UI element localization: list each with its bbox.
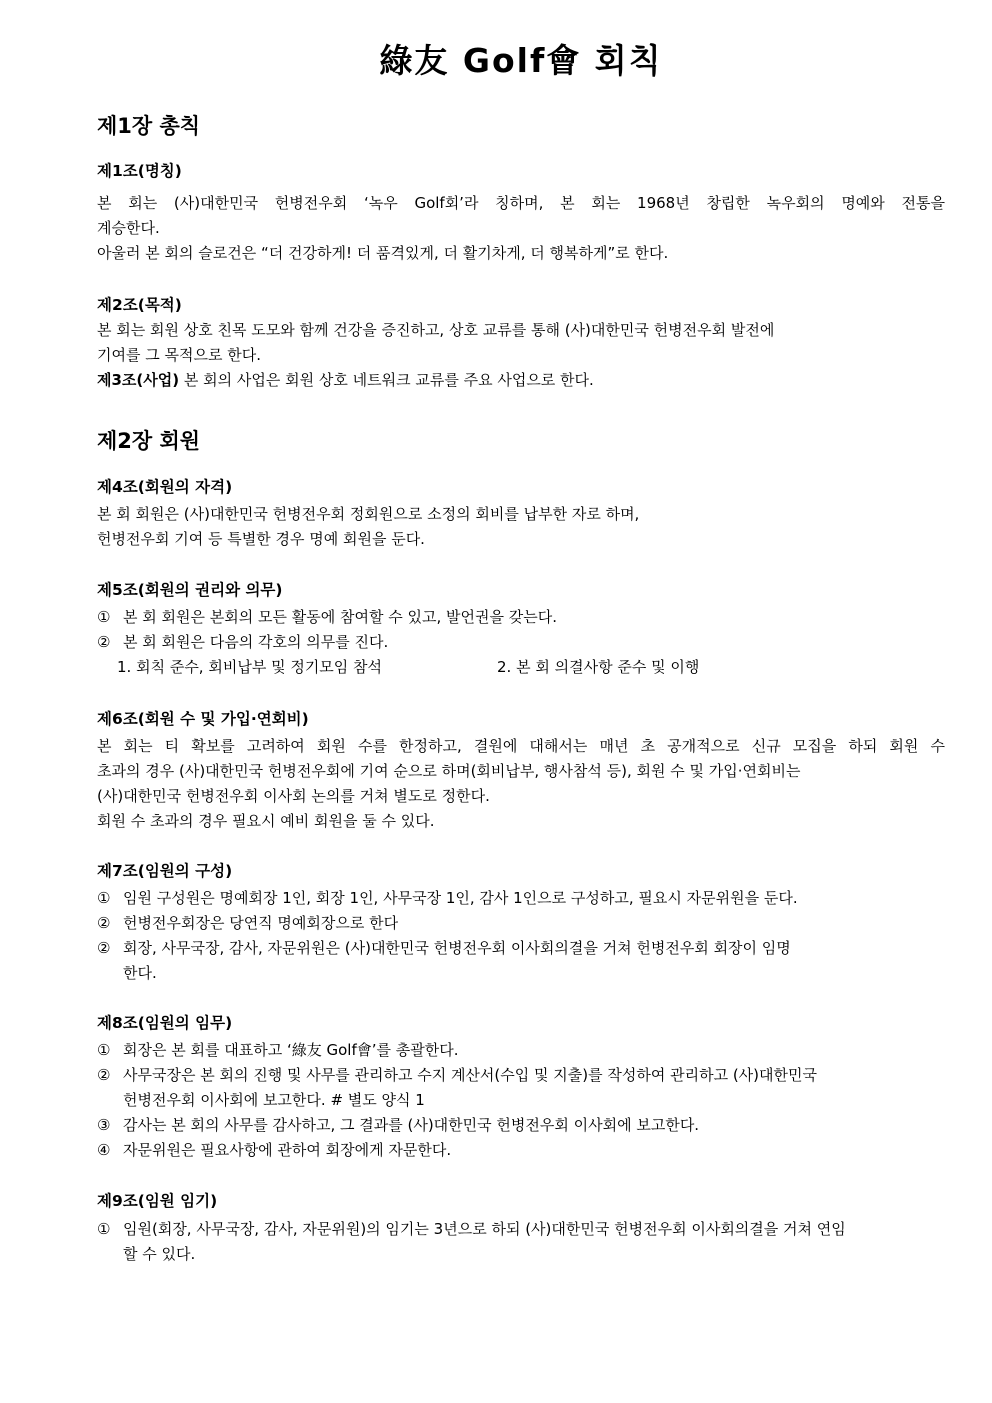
- article-1-line-1: 본 회는 (사)대한민국 헌병전우회 ‘녹우 Golf회’라 칭하며, 본 회는 1968년 창립한 녹우회의 명예와 전통을: [97, 194, 945, 212]
- subitem-2: 2. 본 회 의결사항 준수 및 이행: [497, 658, 700, 676]
- item-text: 회장은 본 회를 대표하고 ‘綠友 Golf會’를 총괄한다.: [123, 1041, 459, 1059]
- article-8-heading: 제8조(임원의 임무): [97, 1014, 233, 1032]
- article-2-line-2: 기여를 그 목적으로 한다.: [97, 346, 261, 364]
- article-6-heading: 제6조(회원 수 및 가입·연회비): [97, 710, 309, 728]
- article-5-item-2: [97, 631, 945, 653]
- article-5-heading: 제5조(회원의 권리와 의무): [97, 581, 283, 599]
- item-text-continued: 한다.: [123, 964, 157, 982]
- item-text: 감사는 본 회의 사무를 감사하고, 그 결과를 (사)대한민국 헌병전우회 이사회에 보고한다.: [123, 1116, 700, 1134]
- article-3-heading: 제3조(사업): [97, 371, 180, 389]
- article-7-item-3: [97, 937, 945, 959]
- item-number: ①: [97, 1041, 111, 1059]
- article-1-line-2: 계승한다.: [97, 219, 160, 237]
- item-number: ①: [97, 1220, 111, 1238]
- article-2-line-1: 본 회는 회원 상호 친목 도모와 함께 건강을 증진하고, 상호 교류를 통해 (사)대한민국 헌병전우회 발전에: [97, 321, 775, 339]
- article-3-text: 본 회의 사업은 회원 상호 네트워크 교류를 주요 사업으로 한다.: [179, 371, 594, 389]
- item-number: ④: [97, 1141, 111, 1159]
- item-number: ③: [97, 1116, 111, 1134]
- article-9-item-1: [97, 1218, 945, 1240]
- item-number: ①: [97, 608, 111, 626]
- article-4-heading: 제4조(회원의 자격): [97, 478, 233, 496]
- item-text: 본 회 회원은 다음의 각호의 의무를 진다.: [123, 633, 389, 651]
- article-8-item-2: [97, 1064, 945, 1086]
- article-2-heading: 제2조(목적): [97, 296, 182, 314]
- article-3: [97, 369, 945, 391]
- article-4-line-1: 본 회 회원은 (사)대한민국 헌병전우회 정회원으로 소정의 회비를 납부한 자로 하며,: [97, 505, 640, 523]
- subitem-1: 1. 회칙 준수, 회비납부 및 정기모임 참석: [117, 658, 383, 676]
- article-1-line-3: 아울러 본 회의 슬로건은 “더 건강하게! 더 품격있게, 더 활기차게, 더 행복하게”로 한다.: [97, 244, 669, 262]
- article-8-item-1: [97, 1039, 945, 1061]
- article-1-heading: 제1조(명칭): [97, 162, 182, 180]
- item-number: ②: [97, 939, 111, 957]
- item-text-continued: 헌병전우회 이사회에 보고한다. # 별도 양식 1: [123, 1091, 425, 1109]
- article-8-item-3: [97, 1114, 945, 1136]
- item-text: 본 회 회원은 본회의 모든 활동에 참여할 수 있고, 발언권을 갖는다.: [123, 608, 557, 626]
- item-text: 임원(회장, 사무국장, 감사, 자문위원)의 임기는 3년으로 하되 (사)대한민국 헌병전우회 이사회의결을 거쳐 연임: [123, 1220, 846, 1238]
- article-5-item-1: [97, 606, 945, 628]
- item-text-continued: 할 수 있다.: [123, 1245, 196, 1263]
- article-9-heading: 제9조(임원 임기): [97, 1192, 218, 1210]
- document-title: 綠友 Golf會 회칙: [379, 41, 663, 80]
- article-4-line-2: 헌병전우회 기여 등 특별한 경우 명예 회원을 둔다.: [97, 530, 425, 548]
- article-6-line-4: 회원 수 초과의 경우 필요시 예비 회원을 둘 수 있다.: [97, 812, 435, 830]
- item-number: ②: [97, 633, 111, 651]
- item-text: 자문위원은 필요사항에 관하여 회장에게 자문한다.: [123, 1141, 452, 1159]
- item-number: ②: [97, 914, 111, 932]
- article-6-line-1: 본 회는 티 확보를 고려하여 회원 수를 한정하고, 결원에 대해서는 매년 초 공개적으로 신규 모집을 하되 회원 수: [97, 737, 945, 755]
- article-6-line-2: 초과의 경우 (사)대한민국 헌병전우회에 기여 순으로 하며(회비납부, 행사참석 등), 회원 수 및 가입·연회비는: [97, 762, 801, 780]
- chapter-1-heading: 제1장 총칙: [97, 114, 201, 138]
- article-8-item-4: [97, 1139, 945, 1161]
- item-number: ①: [97, 889, 111, 907]
- article-7-item-2: [97, 912, 945, 934]
- article-7-heading: 제7조(임원의 구성): [97, 862, 233, 880]
- item-number: ②: [97, 1066, 111, 1084]
- article-7-item-1: [97, 887, 945, 909]
- item-text: 회장, 사무국장, 감사, 자문위원은 (사)대한민국 헌병전우회 이사회의결을 거쳐 헌병전우회 회장이 임명: [123, 939, 791, 957]
- article-6-line-3: (사)대한민국 헌병전우회 이사회 논의를 거쳐 별도로 정한다.: [97, 787, 490, 805]
- chapter-2-heading: 제2장 회원: [97, 429, 201, 453]
- item-text: 임원 구성원은 명예회장 1인, 회장 1인, 사무국장 1인, 감사 1인으로 구성하고, 필요시 자문위원을 둔다.: [123, 889, 798, 907]
- item-text: 사무국장은 본 회의 진행 및 사무를 관리하고 수지 계산서(수입 및 지출)를 작성하여 관리하고 (사)대한민국: [123, 1066, 817, 1084]
- item-text: 헌병전우회장은 당연직 명예회장으로 한다: [123, 914, 399, 932]
